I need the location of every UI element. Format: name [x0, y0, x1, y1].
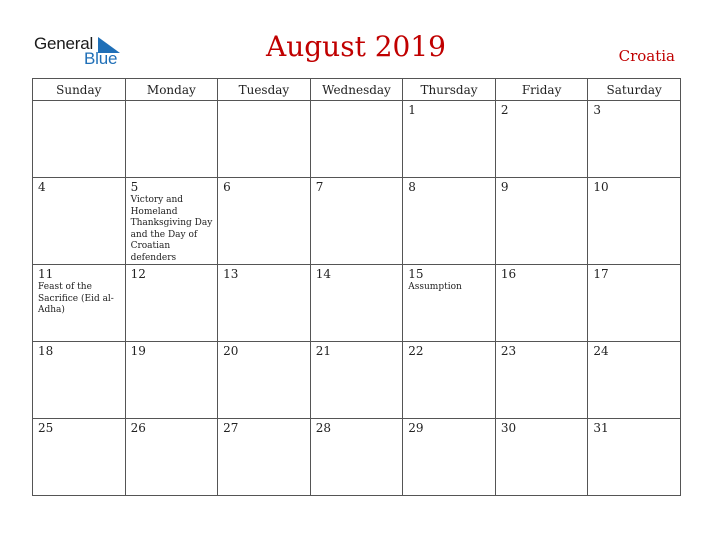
day-cell	[403, 101, 496, 178]
day-number: 16	[500, 267, 517, 281]
day-cell-content	[588, 265, 680, 282]
page-title: August 2019	[266, 30, 446, 63]
day-cell-content	[311, 178, 403, 195]
day-cell	[588, 101, 681, 178]
day-cell	[218, 419, 311, 496]
day-number: 1	[408, 103, 416, 117]
day-number: 9	[500, 180, 509, 194]
day-number: 5	[130, 180, 139, 194]
day-cell	[310, 101, 403, 178]
day-number: 22	[408, 344, 424, 358]
day-cell-content	[588, 178, 680, 195]
day-cell	[495, 419, 588, 496]
week-row	[33, 101, 681, 178]
weekday-wednesday: Wednesday	[310, 79, 403, 101]
day-cell-content	[403, 419, 495, 436]
day-cell	[33, 342, 126, 419]
day-cell	[310, 342, 403, 419]
day-cell-content	[403, 342, 495, 359]
day-cell	[125, 178, 218, 265]
holiday-label: Assumption	[408, 282, 462, 292]
day-cell	[403, 265, 496, 342]
day-cell-content	[403, 178, 495, 195]
day-cell-content	[588, 101, 680, 118]
day-number: 6	[223, 180, 231, 194]
weekday-header-row	[33, 79, 681, 101]
day-number: 21	[315, 344, 331, 358]
day-cell-content	[496, 265, 588, 282]
day-cell-content	[33, 419, 125, 436]
day-cell-content	[126, 101, 218, 103]
day-cell-content	[403, 101, 495, 118]
calendar-grid	[32, 78, 681, 496]
week-row	[33, 419, 681, 496]
day-number: 3	[593, 103, 602, 117]
day-cell	[33, 419, 126, 496]
day-cell-content	[218, 419, 310, 436]
day-cell	[33, 265, 126, 342]
day-cell	[218, 101, 311, 178]
day-cell	[403, 342, 496, 419]
day-cell-content	[403, 265, 495, 294]
day-number: 24	[593, 344, 609, 358]
day-number: 12	[130, 267, 146, 281]
day-cell-content	[33, 342, 125, 359]
day-number: 10	[593, 180, 609, 194]
holiday-label: Feast of the Sacrifice (Eid al-Adha)	[38, 282, 114, 315]
day-cell	[495, 265, 588, 342]
day-number: 14	[315, 267, 331, 281]
day-number: 23	[500, 344, 517, 358]
day-number: 7	[315, 180, 324, 194]
day-cell	[588, 265, 681, 342]
day-cell	[310, 419, 403, 496]
day-cell	[33, 101, 126, 178]
day-number: 17	[593, 267, 609, 281]
logo-general-text: General	[34, 34, 94, 53]
week-row	[33, 265, 681, 342]
day-cell-content	[218, 178, 310, 195]
day-cell	[495, 178, 588, 265]
day-cell-content	[496, 419, 588, 436]
day-cell	[218, 342, 311, 419]
day-cell	[33, 178, 126, 265]
day-cell	[125, 419, 218, 496]
day-cell-content	[126, 178, 218, 264]
day-number: 2	[500, 103, 509, 117]
day-cell-content	[218, 342, 310, 359]
day-number: 31	[593, 421, 609, 435]
day-cell-content	[496, 101, 588, 118]
day-number: 28	[315, 421, 331, 435]
day-number: 19	[130, 344, 146, 358]
day-number: 4	[38, 180, 46, 194]
day-number: 30	[500, 421, 517, 435]
weekday-monday: Monday	[125, 79, 218, 101]
day-cell	[495, 101, 588, 178]
day-cell-content	[588, 419, 680, 436]
day-number: 18	[38, 344, 54, 358]
day-number: 15	[408, 267, 424, 281]
weekday-sunday: Sunday	[33, 79, 126, 101]
day-number: 8	[408, 180, 416, 194]
day-cell-content	[311, 419, 403, 436]
day-cell	[125, 101, 218, 178]
day-cell-content	[496, 178, 588, 195]
weekday-saturday: Saturday	[588, 79, 681, 101]
day-cell	[403, 178, 496, 265]
day-cell	[125, 342, 218, 419]
day-cell	[310, 178, 403, 265]
day-cell	[588, 342, 681, 419]
day-cell	[403, 419, 496, 496]
day-cell-content	[311, 101, 403, 103]
week-row	[33, 342, 681, 419]
day-cell-content	[311, 265, 403, 282]
day-cell-content	[33, 178, 125, 195]
day-cell-content	[588, 342, 680, 359]
day-cell-content	[218, 265, 310, 282]
day-cell-content	[218, 101, 310, 103]
weekday-tuesday: Tuesday	[218, 79, 311, 101]
day-cell	[218, 178, 311, 265]
day-number: 13	[223, 267, 239, 281]
day-cell-content	[496, 342, 588, 359]
day-cell	[588, 178, 681, 265]
day-cell	[310, 265, 403, 342]
week-row	[33, 178, 681, 265]
day-cell-content	[33, 265, 125, 317]
country-label: Croatia	[618, 47, 675, 65]
day-number: 27	[223, 421, 239, 435]
day-number: 20	[223, 344, 239, 358]
weekday-thursday: Thursday	[403, 79, 496, 101]
day-cell	[125, 265, 218, 342]
day-cell-content	[311, 342, 403, 359]
day-number: 26	[130, 421, 146, 435]
day-number: 11	[38, 267, 54, 281]
day-cell	[495, 342, 588, 419]
weekday-friday: Friday	[495, 79, 588, 101]
day-cell	[218, 265, 311, 342]
holiday-label: Victory and Homeland Thanksgiving Day and the Day of Croatian defenders	[130, 195, 213, 263]
day-cell-content	[126, 265, 218, 282]
day-number: 29	[408, 421, 424, 435]
logo-blue-text: Blue	[84, 49, 118, 68]
day-cell	[588, 419, 681, 496]
day-cell-content	[126, 419, 218, 436]
day-number: 25	[38, 421, 54, 435]
day-cell-content	[33, 101, 125, 103]
day-cell-content	[126, 342, 218, 359]
